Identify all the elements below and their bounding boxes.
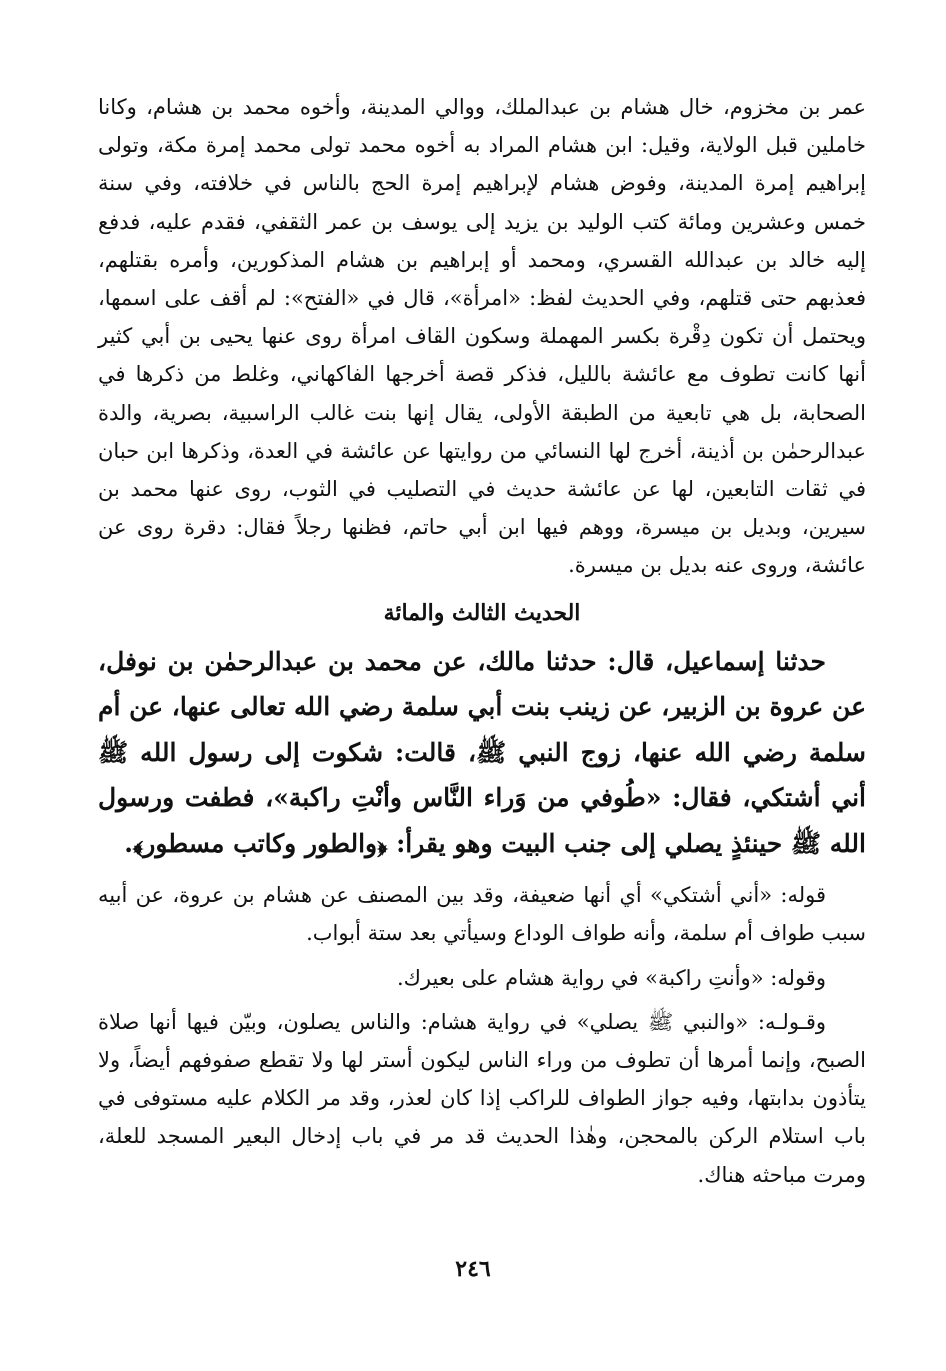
commentary-paragraph-2: وقوله: «وأنتِ راكبة» في رواية هشام على بعيرك.	[396, 965, 826, 990]
commentary-top-paragraph: عمر بن مخزوم، خال هشام بن عبدالملك، ووالي المدينة، وأخوه محمد بن هشام، وكانا خاملين قبل الولاية، وقيل: ابن هشام المراد به أخوه محمد تولى محمد إمرة مكة، وتولى إبراهيم إمرة المدينة، وفوض هشام لإبراهيم إمرة الحج بالناس في خلافته، وفي سنة خمس وعشرين ومائة كتب الوليد بن يزيد إلى يوسف بن عمر الثقفي، فقدم عليه، فدفع إليه خالد بن عبدالله القسري، ومحمد أو إبراهيم بن هشام المذكورين، وأمره بقتلهم، فعذبهم حتى قتلهم، وفي الحديث لفظ: «امرأة»، قال في «الفتح»: لم أقف على اسمها، ويحتمل أن تكون دِقْرة بكسر المهملة وسكون القاف امرأة روى عنها يحيى بن أبي كثير أنها كانت تطوف مع عائشة بالليل، فذكر قصة أخرجها الفاكهاني، وغلط من ذكرها في الصحابة، بل هي تابعية من الطبقة الأولى، يقال إنها بنت غالب الراسبية، بصرية، والدة عبدالرحمٰن بن أذينة، أخرج لها النسائي من روايتها عن عائشة في العدة، وذكرها ابن حبان في ثقات التابعين، لها عن عائشة حديث في التصليب في الثوب، روى عنها محمد بن سيرين، وبديل بن ميسرة، ووهم فيها ابن أبي حاتم، فظنها رجلاً فقال: دقرة روى عن عائشة، وروى عنه بديل بن ميسرة.	[98, 95, 866, 578]
section-heading: الحديث الثالث والمائة	[383, 599, 581, 626]
page-number: ٢٤٦	[455, 1256, 491, 1282]
commentary-paragraph-1: قوله: «أني أشتكي» أي أنها ضعيفة، وقد بين المصنف عن هشام بن عروة، عن أبيه سبب طواف أم سلمة، وأنه طواف الوداع وسيأتي بعد ستة أبواب.	[98, 883, 866, 946]
hadith-text: حدثنا إسماعيل، قال: حدثنا مالك، عن محمد بن عبدالرحمٰن بن نوفل، عن عروة بن الزبير، عن زينب بنت أبي سلمة رضي الله تعالى عنها، عن أم سلمة رضي الله عنها، زوج النبي ﷺ، قالت: شكوت إلى رسول الله ﷺ أني أشتكي، فقال: «طُوفي من وَراء النَّاس وأنْتِ راكبة»، فطفت ورسول الله ﷺ حينئذٍ يصلي إلى جنب البيت وهو يقرأ: ﴿والطور وكاتب مسطور﴾.	[98, 646, 866, 858]
commentary-paragraph-3: وقـولـه: «والنبي ﷺ يصلي» في رواية هشام: والناس يصلون، وبيّن فيها أنها صلاة الصبح، وإنما أمرها أن تطوف من وراء الناس ليكون أستر لها ولا تقطع صفوفهم أيضاً، ولا يتأذون بدابتها، وفيه جواز الطواف للراكب إذا كان لعذر، وقد مر الكلام عليه مستوفى في باب استلام الركن بالمحجن، وهٰذا الحديث قد مر في باب إدخال البعير المسجد للعلة، ومرت مباحثه هناك.	[98, 1009, 866, 1187]
